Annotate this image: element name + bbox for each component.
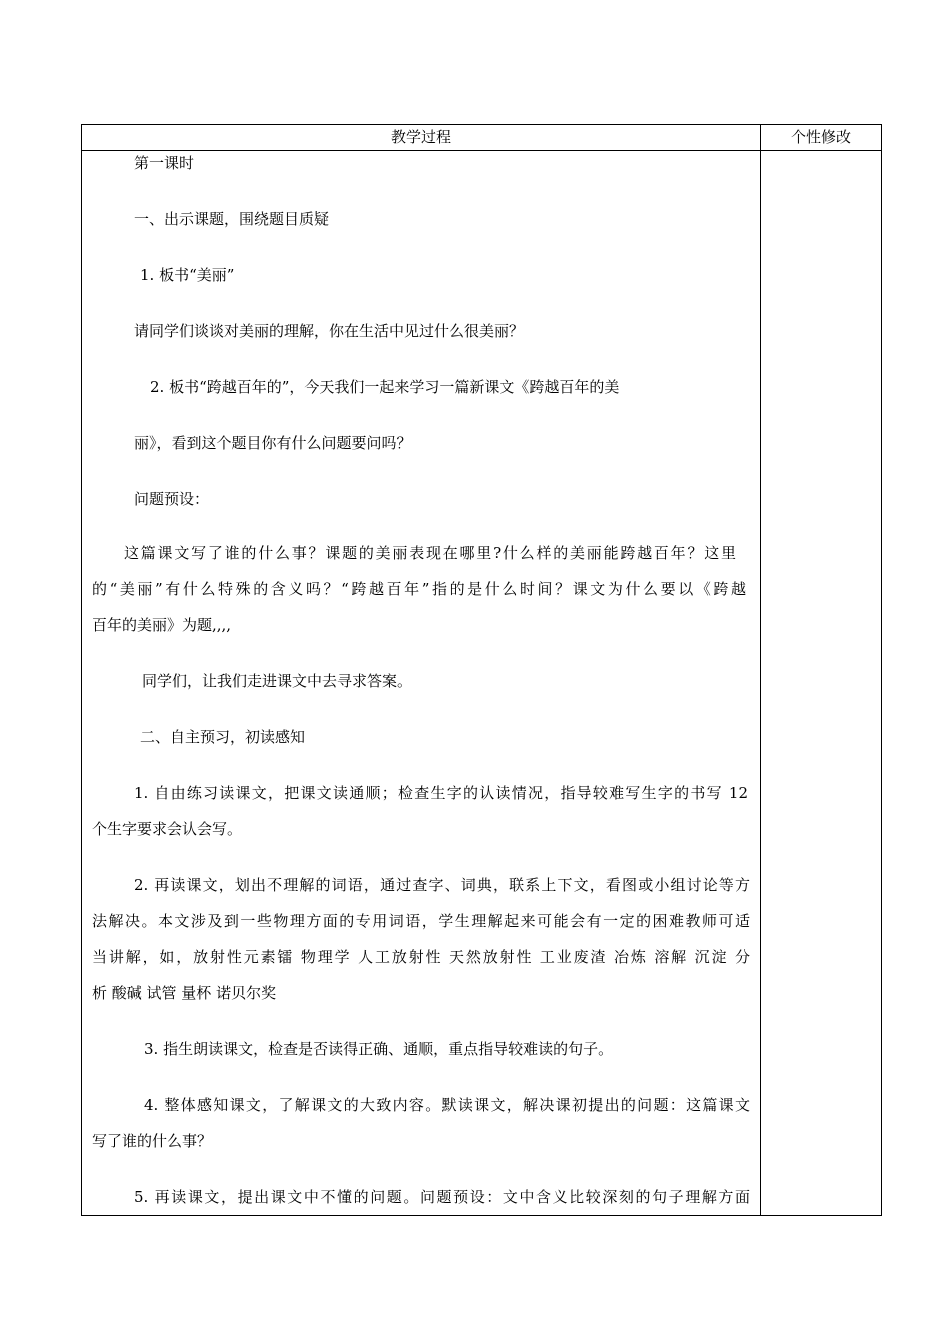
preset-questions-line-3: 百年的美丽》为题,,,,	[92, 616, 232, 634]
step-1-1: 1. 板书“美丽”	[140, 266, 235, 284]
paragraph-question: 请同学们谈谈对美丽的理解，你在生活中见过什么很美丽？	[134, 322, 525, 340]
step-2-2-line-3: 当讲解，如，放射性元素镭 物理学 人工放射性 天然放射性 工业废渣 冶炼 溶解 沉淀 分	[92, 948, 750, 966]
section-heading-1: 一、出示课题，围绕题目质疑	[134, 210, 330, 228]
lesson-period-title: 第一课时	[134, 154, 195, 172]
header-personal-revision: 个性修改	[790, 128, 851, 146]
step-2-2-line-1: 2. 再读课文，划出不理解的词语，通过查字、词典，联系上下文，看图或小组讨论等方	[134, 876, 750, 894]
question-preset-label: 问题预设：	[134, 490, 210, 508]
step-2-2-line-4: 析 酸碱 试管 量杯 诺贝尔奖	[92, 984, 277, 1002]
step-2-3: 3. 指生朗读课文，检查是否读得正确、通顺，重点指导较难读的句子。	[144, 1040, 614, 1058]
column-divider	[760, 125, 761, 1215]
step-2-2-line-2: 法解决。本文涉及到一些物理方面的专用词语，学生理解起来可能会有一定的困难教师可适	[92, 912, 750, 930]
step-1-2-cont: 丽》，看到这个题目你有什么问题要问吗？	[134, 434, 412, 452]
step-2-4-line-1: 4. 整体感知课文，了解课文的大致内容。默读课文，解决课初提出的问题：这篇课文	[144, 1096, 750, 1114]
lesson-table	[81, 124, 882, 1216]
step-2-4-line-2: 写了谁的什么事？	[92, 1132, 213, 1150]
step-2-1-line-2: 个生字要求会认会写。	[92, 820, 243, 838]
teaching-process-content	[82, 151, 759, 1215]
step-2-1-line-1: 1. 自由练习读课文，把课文读通顺；检查生字的认读情况，指导较难写生字的书写 12	[134, 784, 748, 802]
step-1-2: 2. 板书“跨越百年的”，今天我们一起来学习一篇新课文《跨越百年的美	[150, 378, 620, 396]
preset-questions-line-1: 这篇课文写了谁的什么事？课题的美丽表现在哪里?什么样的美丽能跨越百年？这里	[124, 544, 736, 562]
section-heading-2: 二、自主预习，初读感知	[140, 728, 306, 746]
header-teaching-process: 教学过程	[390, 128, 451, 146]
paragraph-answers: 同学们，让我们走进课文中去寻求答案。	[142, 672, 413, 690]
step-2-5-line-1: 5. 再读课文，提出课文中不懂的问题。问题预设：文中含义比较深刻的句子理解方面	[134, 1188, 750, 1206]
preset-questions-line-2: 的“美丽”有什么特殊的含义吗？“跨越百年”指的是什么时间？课文为什么要以《跨越	[92, 580, 746, 598]
